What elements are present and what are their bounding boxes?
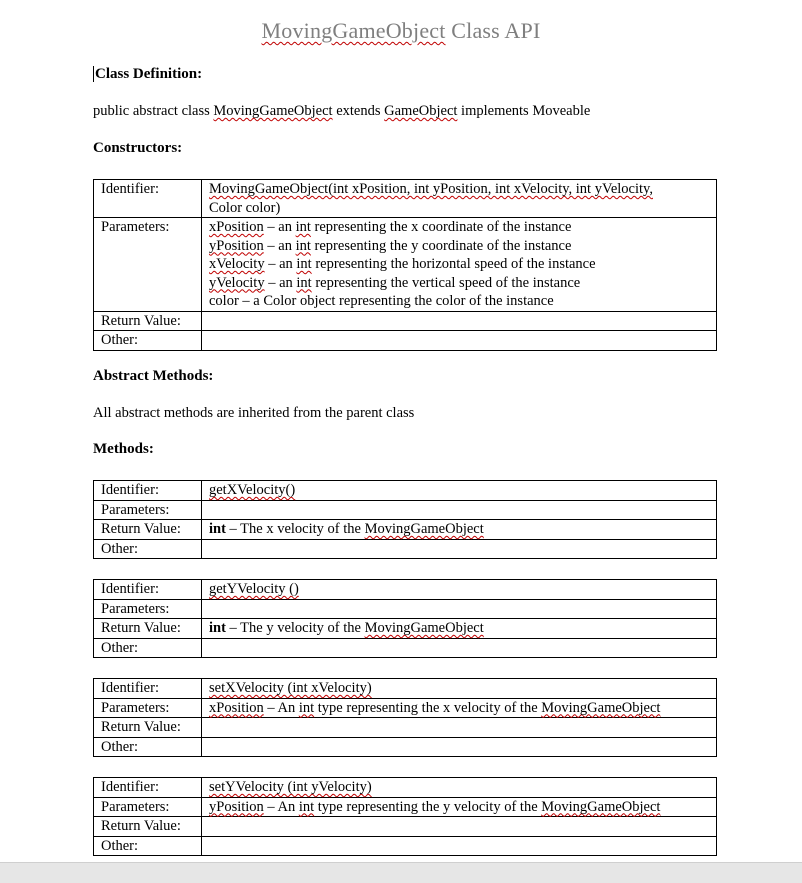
text-run: color – a Color object representing the color of the instance: [209, 293, 554, 309]
return-value-label: Return Value:: [94, 718, 202, 738]
method-return-value: [202, 520, 717, 540]
constructor-parameters: [202, 218, 717, 312]
method-other: [202, 836, 717, 856]
page-title: [0, 18, 802, 44]
constructor-return-value: [202, 311, 717, 331]
parameter-line: [209, 292, 716, 311]
other-label: Other:: [94, 638, 202, 658]
table-row: [94, 737, 717, 757]
text-run: – an: [264, 256, 297, 272]
text-run: – an: [263, 237, 296, 254]
parameter-line: [209, 237, 716, 256]
parameter-line: [209, 255, 716, 274]
text-run: type representing the y velocity of the: [314, 798, 542, 815]
table-row: [94, 836, 717, 856]
text-run: public abstract class: [93, 103, 214, 119]
spellcheck-word: MovingGameObject: [364, 521, 484, 537]
constructors-heading: Constructors:: [93, 140, 183, 156]
method-other: [202, 737, 717, 757]
method-parameters: [202, 599, 717, 619]
text-run: representing the vertical speed of the instance: [311, 274, 581, 291]
text-run: – an: [263, 219, 296, 235]
identifier-label: Identifier:: [94, 778, 202, 798]
text-run: type representing the x velocity of the: [314, 699, 542, 716]
text-run: – An: [263, 798, 299, 815]
spellcheck-word: int: [298, 798, 315, 815]
spellcheck-word: yPosition: [209, 237, 264, 254]
table-row: [94, 331, 717, 351]
method-parameters: [202, 797, 717, 817]
method-return-value: [202, 817, 717, 837]
parameters-label: Parameters:: [94, 797, 202, 817]
spellcheck-word: yVelocity: [209, 274, 265, 291]
constructor-table: [93, 179, 717, 351]
abstract-methods-heading: Abstract Methods:: [93, 368, 214, 384]
text-run: – The x velocity of the: [225, 521, 365, 537]
text-run: – an: [264, 274, 297, 291]
method-table: [93, 480, 717, 559]
parameters-label: Parameters:: [94, 500, 202, 520]
spellcheck-word: setYVelocity (int yVelocity): [209, 779, 372, 795]
method-return-value: [202, 619, 717, 639]
status-bar: [0, 862, 802, 883]
spellcheck-word: xVelocity: [209, 256, 265, 272]
text-cursor: [93, 66, 94, 82]
table-row: [94, 481, 717, 501]
method-table: [93, 678, 717, 757]
abstract-methods-text: All abstract methods are inherited from the parent class: [93, 405, 415, 421]
spellcheck-word: int: [296, 256, 312, 272]
spellcheck-word: xPosition: [209, 219, 264, 235]
table-row: [94, 580, 717, 600]
method-identifier: [202, 580, 717, 600]
identifier-line: [209, 180, 716, 199]
spellcheck-word: getXVelocity(): [209, 482, 296, 498]
table-row: [94, 539, 717, 559]
identifier-line: [209, 199, 716, 218]
text-run: – An: [263, 699, 299, 716]
parameters-label: Parameters:: [94, 218, 202, 312]
spellcheck-word: setXVelocity (int xVelocity): [209, 680, 372, 696]
table-row: [94, 520, 717, 540]
spellcheck-word: MovingGameObject: [541, 699, 661, 716]
spellcheck-word: MovingGameObject: [541, 798, 661, 815]
text-run: extends: [332, 103, 385, 119]
spellcheck-word: yPosition: [209, 798, 264, 815]
method-return-value: [202, 718, 717, 738]
title-class-name: MovingGameObject: [261, 18, 446, 43]
table-row: [94, 638, 717, 658]
table-row: [94, 778, 717, 798]
table-row: [94, 698, 717, 718]
table-row: [94, 679, 717, 699]
spellcheck-word: getYVelocity (): [209, 581, 299, 597]
parameter-line: [209, 274, 716, 293]
table-row: [94, 218, 717, 312]
parameters-label: Parameters:: [94, 698, 202, 718]
identifier-label: Identifier:: [94, 580, 202, 600]
text-run: int: [209, 521, 226, 537]
table-row: [94, 797, 717, 817]
method-table: [93, 579, 717, 658]
spellcheck-word: xPosition: [209, 699, 264, 716]
spellcheck-word: MovingGameObject: [364, 620, 484, 636]
method-identifier: [202, 679, 717, 699]
constructor-other: [202, 331, 717, 351]
constructor-identifier: [202, 180, 717, 218]
class-definition-heading: Class Definition:: [95, 66, 203, 82]
other-label: Other:: [94, 836, 202, 856]
identifier-label: Identifier:: [94, 481, 202, 501]
table-row: [94, 817, 717, 837]
return-value-label: Return Value:: [94, 311, 202, 331]
identifier-label: Identifier:: [94, 679, 202, 699]
class-definition-text: [93, 103, 590, 120]
parameters-label: Parameters:: [94, 599, 202, 619]
return-value-label: Return Value:: [94, 520, 202, 540]
spellcheck-word: int: [298, 699, 315, 716]
method-table: [93, 777, 717, 856]
parameter-line: [209, 218, 716, 237]
identifier-label: Identifier:: [94, 180, 202, 218]
table-row: [94, 311, 717, 331]
method-parameters: [202, 500, 717, 520]
return-value-label: Return Value:: [94, 619, 202, 639]
text-run: – The y velocity of the: [225, 620, 365, 636]
text-run: int: [209, 620, 226, 636]
table-row: [94, 619, 717, 639]
spellcheck-word: MovingGameObject: [213, 103, 333, 119]
table-row: [94, 500, 717, 520]
spellcheck-word: MovingGameObject(int xPosition, int yPosition, int xVelocity, int yVelocity,: [209, 181, 653, 197]
table-row: [94, 718, 717, 738]
method-other: [202, 638, 717, 658]
other-label: Other:: [94, 539, 202, 559]
spellcheck-word: int: [296, 274, 312, 291]
method-identifier: [202, 481, 717, 501]
text-run: implements Moveable: [457, 103, 591, 119]
return-value-label: Return Value:: [94, 817, 202, 837]
method-parameters: [202, 698, 717, 718]
text-run: representing the horizontal speed of the instance: [311, 256, 596, 272]
method-other: [202, 539, 717, 559]
text-run: representing the x coordinate of the instance: [310, 219, 572, 235]
spellcheck-word: GameObject: [384, 103, 458, 119]
spellcheck-word: int: [295, 237, 311, 254]
methods-heading: Methods:: [93, 441, 154, 457]
table-row: [94, 599, 717, 619]
method-identifier: [202, 778, 717, 798]
text-run: Color color): [209, 199, 281, 216]
other-label: Other:: [94, 737, 202, 757]
other-label: Other:: [94, 331, 202, 351]
spellcheck-word: int: [295, 219, 311, 235]
text-run: representing the y coordinate of the instance: [310, 237, 572, 254]
title-suffix: Class API: [445, 18, 541, 43]
table-row: [94, 180, 717, 218]
